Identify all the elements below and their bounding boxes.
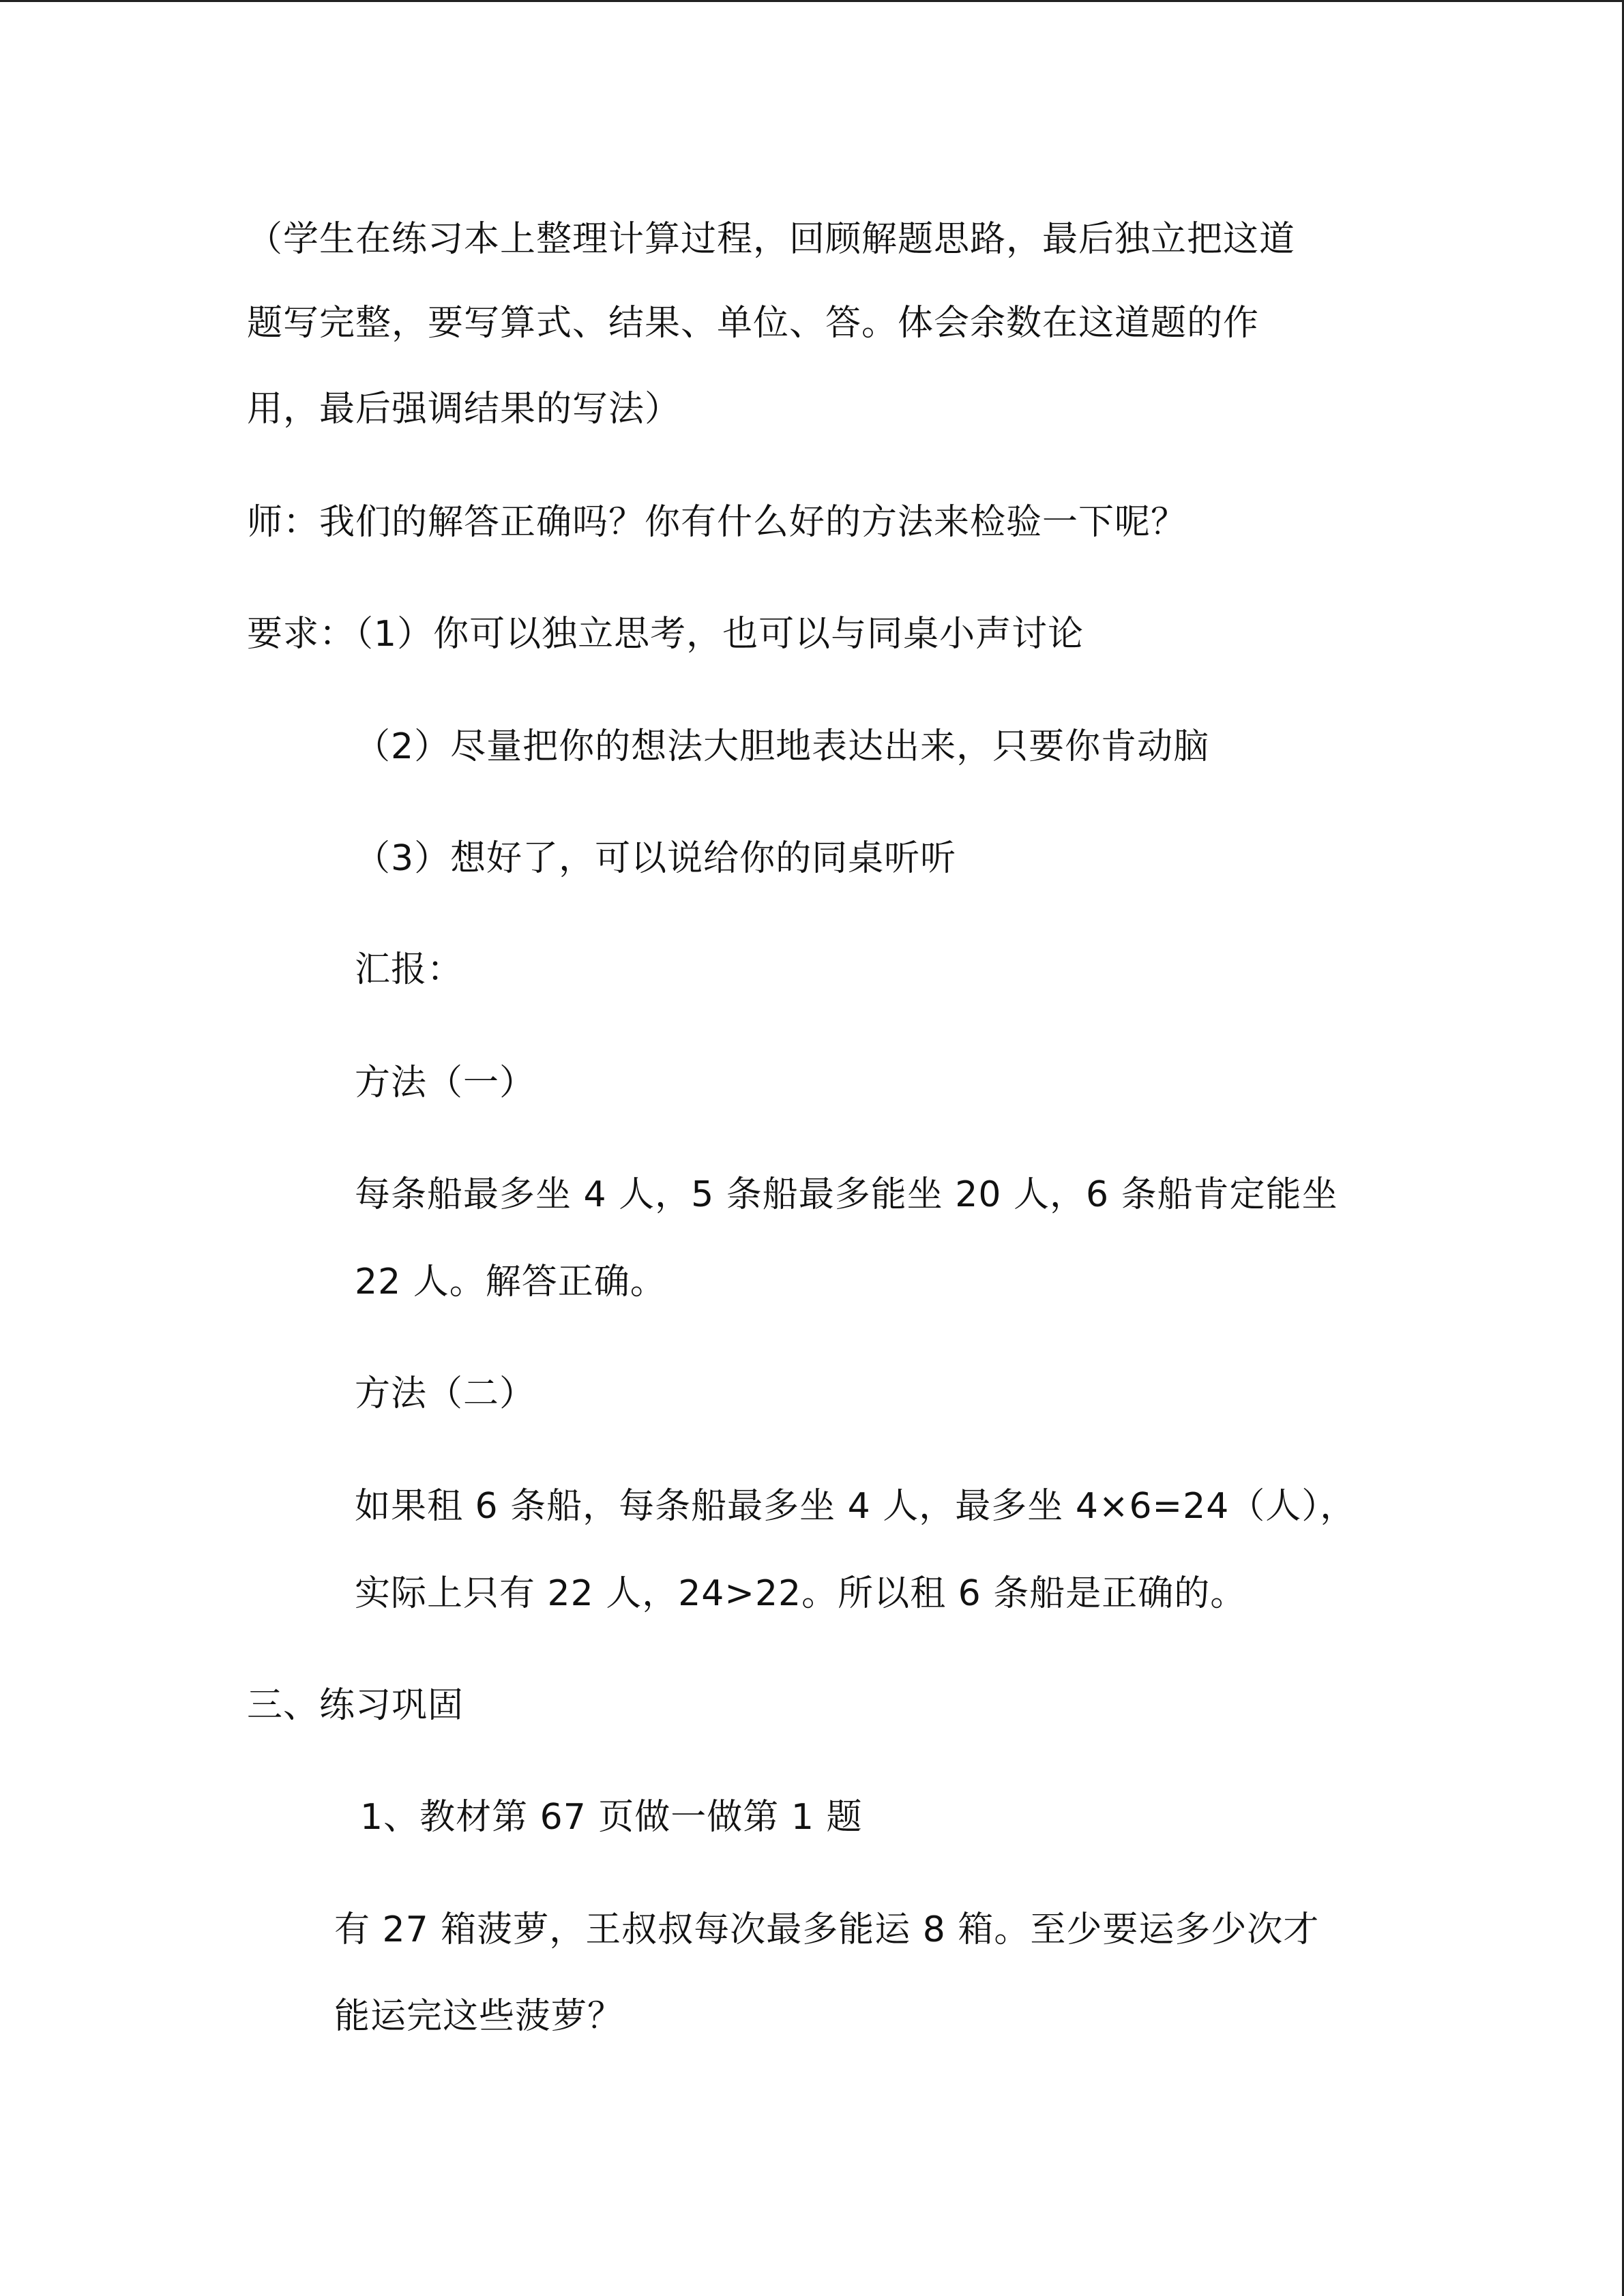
method-2-line-2: 实际上只有 22 人，24>22。所以租 6 条船是正确的。 [355,1573,1247,1614]
method-1-line-1: 每条船最多坐 4 人，5 条船最多能坐 20 人，6 条船肯定能坐 [355,1174,1338,1215]
requirement-1: 要求：（1）你可以独立思考，也可以与同桌小声讨论 [247,614,1084,655]
method-2-heading: 方法（二） [355,1373,536,1414]
section-heading-practice: 三、练习巩固 [247,1685,464,1726]
requirement-3: （3）想好了，可以说给你的同桌听听 [355,838,957,879]
exercise-problem-line-2: 能运完这些菠萝？ [334,1996,624,2037]
method-1-line-2: 22 人。解答正确。 [355,1262,666,1302]
exercise-problem-line-1: 有 27 箱菠萝，王叔叔每次最多能运 8 箱。至少要运多少次才 [334,1909,1320,1950]
paragraph-line-3: 用，最后强调结果的写法） [247,389,681,430]
teacher-question: 师：我们的解答正确吗？你有什么好的方法来检验一下呢？ [247,502,1187,543]
report-heading: 汇报： [355,949,464,990]
method-1-heading: 方法（一） [355,1062,536,1103]
method-2-line-1: 如果租 6 条船，每条船最多坐 4 人，最多坐 4×6=24（人）， [355,1486,1357,1527]
paragraph-line-2: 题写完整，要写算式、结果、单位、答。体会余数在这道题的作 [247,303,1260,344]
exercise-item-1: 1、教材第 67 页做一做第 1 题 [360,1797,863,1838]
requirement-2: （2）尽量把你的想法大胆地表达出来，只要你肯动脑 [355,726,1210,767]
paragraph-line-1: （学生在练习本上整理计算过程，回顾解题思路，最后独立把这道 [247,219,1296,260]
